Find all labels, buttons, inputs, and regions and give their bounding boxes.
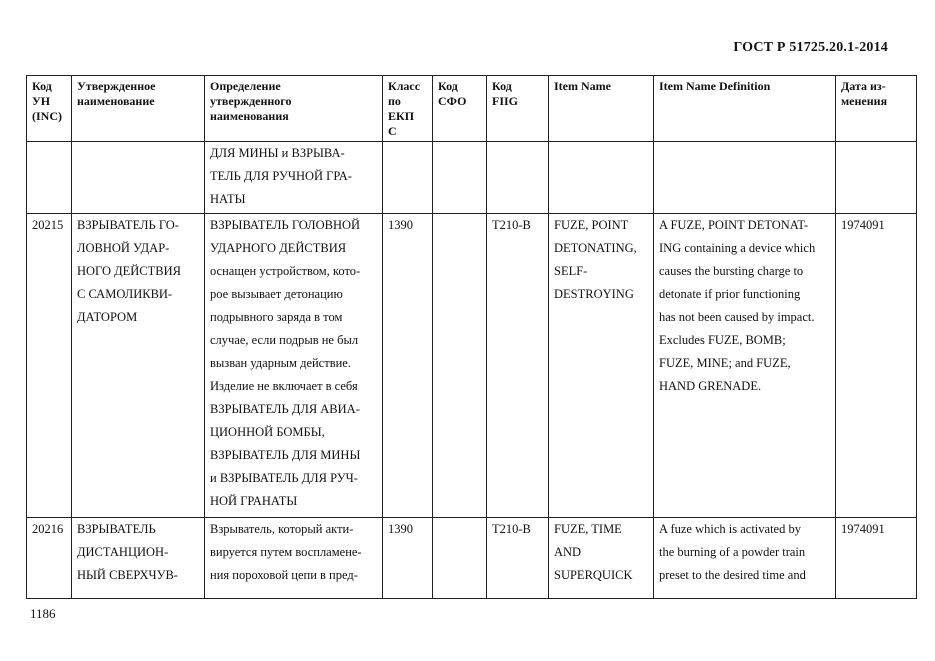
cell-inc: 20216 bbox=[27, 518, 72, 599]
page-number: 1186 bbox=[30, 606, 56, 621]
cell-item-name-definition bbox=[654, 142, 836, 214]
table-row bbox=[27, 142, 917, 214]
cell-item-name-definition: A FUZE, POINT DETONAT- ING containing a device which causes the bursting charge to detonate if prior functioning has not been caused by impact. Excludes FUZE, BOMB; FUZE, MINE; and FUZE, HAND GRENADE. bbox=[654, 214, 836, 518]
cell-definition: ДЛЯ МИНЫ и ВЗРЫВА- ТЕЛЬ ДЛЯ РУЧНОЙ ГРА- НАТЫ bbox=[205, 142, 383, 214]
cell-date bbox=[836, 142, 917, 214]
table-row bbox=[27, 214, 917, 518]
cell-definition: ВЗРЫВАТЕЛЬ ГОЛОВНОЙ УДАРНОГО ДЕЙСТВИЯ оснащен устройством, кото- рое вызывает детонацию подрывного заряда в том случае, если подрыв не был вызван ударным действие. Изделие не включает в себя ВЗРЫВАТЕЛЬ ДЛЯ АВИА- ЦИОННОЙ БОМБЫ, ВЗРЫВАТЕЛЬ ДЛЯ МИНЫ и ВЗРЫВАТЕЛЬ ДЛЯ РУЧ- НОЙ ГРАНАТЫ bbox=[205, 214, 383, 518]
cell-class bbox=[383, 142, 433, 214]
cell-item-name bbox=[549, 142, 654, 214]
col-header-inc: Код УН (INC) bbox=[27, 76, 72, 142]
cell-approved-name: ВЗРЫВАТЕЛЬ ГО- ЛОВНОЙ УДАР- НОГО ДЕЙСТВИЯ С САМОЛИКВИ- ДАТОРОМ bbox=[72, 214, 205, 518]
col-header-date: Дата из- менения bbox=[836, 76, 917, 142]
table-header-row bbox=[27, 76, 917, 142]
col-header-approved-name: Утвержденное наименование bbox=[72, 76, 205, 142]
col-header-definition: Определение утвержденного наименования bbox=[205, 76, 383, 142]
cell-date: 1974091 bbox=[836, 518, 917, 599]
cell-sfo bbox=[433, 142, 487, 214]
cell-fiig bbox=[487, 142, 549, 214]
nomenclature-table bbox=[26, 75, 917, 599]
cell-inc: 20215 bbox=[27, 214, 72, 518]
col-header-sfo: Код СФО bbox=[433, 76, 487, 142]
col-header-item-name-definition: Item Name Definition bbox=[654, 76, 836, 142]
col-header-fiig: Код FIIG bbox=[487, 76, 549, 142]
col-header-item-name: Item Name bbox=[549, 76, 654, 142]
cell-item-name-definition: A fuze which is activated by the burning of a powder train preset to the desired time and bbox=[654, 518, 836, 599]
cell-definition: Взрыватель, который акти- вируется путем воспламене- ния пороховой цепи в пред- bbox=[205, 518, 383, 599]
document-code: ГОСТ Р 51725.20.1-2014 bbox=[733, 40, 888, 55]
cell-date: 1974091 bbox=[836, 214, 917, 518]
table-row bbox=[27, 518, 917, 599]
cell-inc bbox=[27, 142, 72, 214]
cell-fiig: T210-B bbox=[487, 214, 549, 518]
cell-class: 1390 bbox=[383, 518, 433, 599]
cell-sfo bbox=[433, 518, 487, 599]
cell-approved-name: ВЗРЫВАТЕЛЬ ДИСТАНЦИОН- НЫЙ СВЕРХЧУВ- bbox=[72, 518, 205, 599]
cell-sfo bbox=[433, 214, 487, 518]
cell-item-name: FUZE, TIME AND SUPERQUICK bbox=[549, 518, 654, 599]
col-header-class: Класс по ЕКП С bbox=[383, 76, 433, 142]
cell-class: 1390 bbox=[383, 214, 433, 518]
cell-approved-name bbox=[72, 142, 205, 214]
cell-item-name: FUZE, POINT DETONATING, SELF- DESTROYING bbox=[549, 214, 654, 518]
cell-fiig: T210-B bbox=[487, 518, 549, 599]
